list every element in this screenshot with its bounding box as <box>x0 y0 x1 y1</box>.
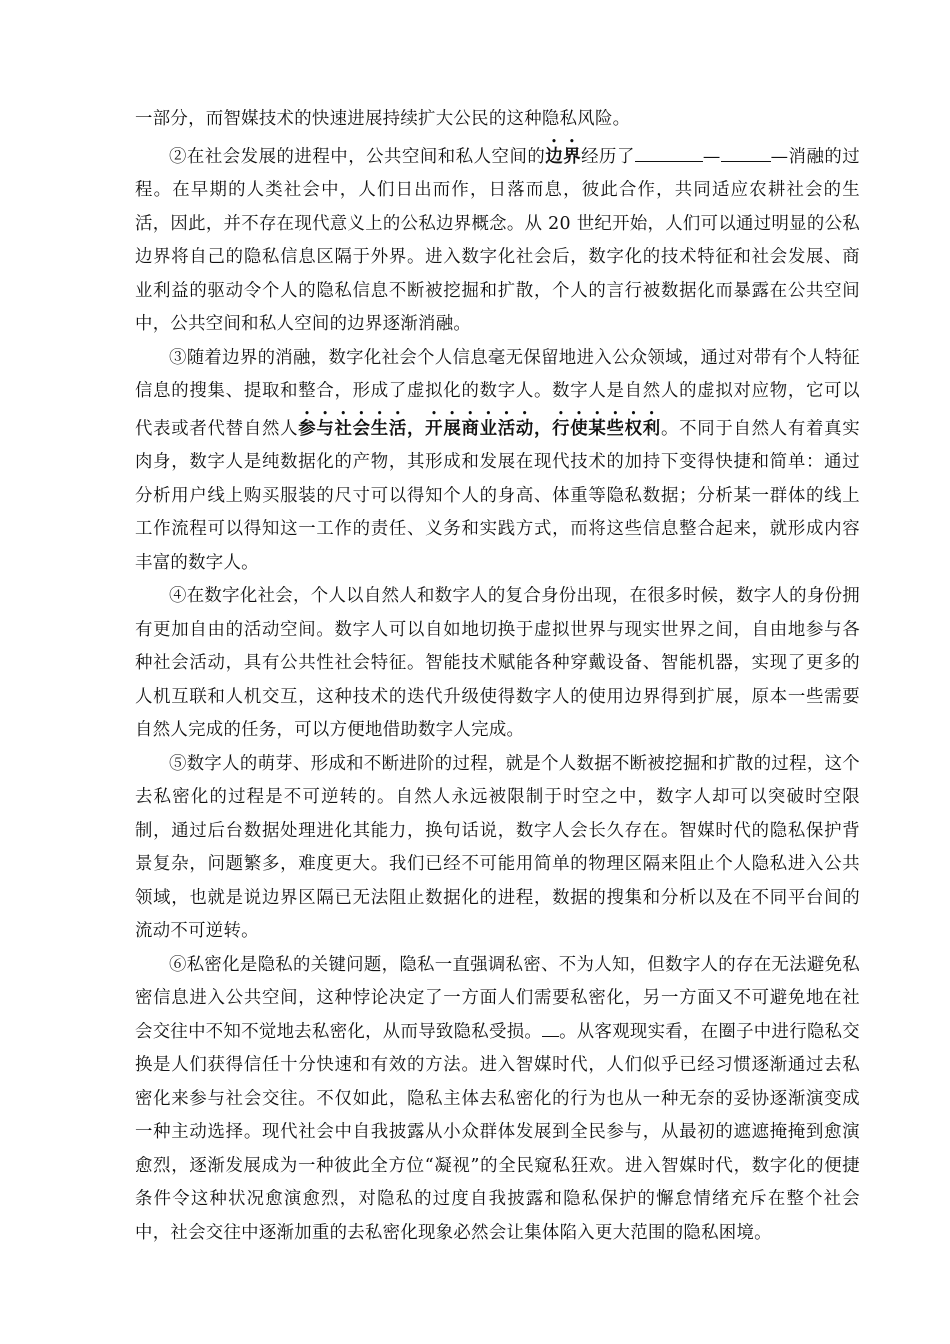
p6-text-b: 。从客观现实看，在圈子中进行隐私交换是人们获得信任十分快速和有效的方法。进入智媒时代，人们似乎已经习惯逐渐通过去私密化来参与社会交往。不仅如此，隐私主体去私密化的行为也从一种无奈的妥协逐渐演变成一种主动选择。现代社会中自我披露从小众群体发展到全民参与，从最初的遮遮掩掩到愈演愈烈，逐渐发展成为一种彼此全方位“凝视”的全民窥私狂欢。进入智媒时代，数字化的便捷条件令这种状况愈演愈烈，对隐私的过度自我披露和隐私保护的懈怠情绪充斥在整个社会中，社会交往中逐渐加重的去私密化现象必然会让集体陷入更大范围的隐私困境。 <box>135 1021 860 1243</box>
p6-text-a: ⑥私密化是隐私的关键问题，隐私一直强调私密、不为人知，但数字人的存在无法避免私密信息进入公共空间，这种悖论决定了一方面人们需要私密化，另一方面又不可避免地在社会交往中不知不觉地去私密化，从而导致隐私受损。 <box>135 954 860 1042</box>
p2-dash: — <box>702 146 721 167</box>
fill-blank-3[interactable] <box>542 1016 559 1037</box>
p3-text-a: ③随着边界的消融，数字化社会个人信息毫无保留地进入公众领域，通过对带有个人特征信息的搜集、提取和整合，形成了虚拟化的数字人。数字人是自然人的虚拟对应物，它可以代表或者代替自然人 <box>135 347 860 439</box>
p2-text-b: 经历了 <box>581 146 635 167</box>
paragraph-6 <box>135 949 860 1251</box>
p2-emphasis: 边界 <box>545 146 582 167</box>
p2-text-c: —消融的过程。在早期的人类社会中，人们日出而作，日落而息，彼此合作，共同适应农耕社会的生活，因此，并不存在现代意义上的公私边界概念。从 20 世纪开始，人们可以通过明显的公私边界将自己的隐私信息区隔于外界。进入数字化社会后，数字化的技术特征和社会发展、商业利益的驱动令个人的隐私信息不断被挖掘和扩散，个人的言行被数据化而暴露在公共空间中，公共空间和私人空间的边界逐渐消融。 <box>135 146 860 334</box>
p2-text-a: ②在社会发展的进程中，公共空间和私人空间的 <box>169 146 546 167</box>
paragraph-4: ④在数字化社会，个人以自然人和数字人的复合身份出现，在很多时候，数字人的身份拥有更加自由的活动空间。数字人可以自如地切换于虚拟世界与现实世界之间，自由地参与各种社会活动，具有公共性社会特征。智能技术赋能各种穿戴设备、智能机器，实现了更多的人机互联和人机交互，这种技术的迭代升级使得数字人的使用边界得到扩展，原本一些需要自然人完成的任务，可以方便地借助数字人完成。 <box>135 586 860 740</box>
paragraph-3 <box>135 342 860 581</box>
p3-emphasis: 参与社会生活，开展商业活动，行使某些权利 <box>298 418 661 439</box>
p3-text-b: 。不同于自然人有着真实肉身，数字人是纯数据化的产物，其形成和发展在现代技术的加持下变得快捷和简单：通过分析用户线上购买服装的尺寸可以得知个人的身高、体重等隐私数据；分析某一群体的线上工作流程可以得知这一工作的责任、义务和实践方式，而将这些信息整合起来，就形成内容丰富的数字人。 <box>135 418 860 573</box>
paragraph-1: 一部分，而智媒技术的快速进展持续扩大公民的这种隐私风险。 <box>135 109 631 129</box>
paragraph-2 <box>135 137 860 342</box>
fill-blank-2[interactable] <box>721 141 771 162</box>
article-body <box>135 103 860 1250</box>
paragraph-5: ⑤数字人的萌芽、形成和不断进阶的过程，就是个人数据不断被挖掘和扩散的过程，这个去私密化的过程是不可逆转的。自然人永远被限制于时空之中，数字人却可以突破时空限制，通过后台数据处理进化其能力，换句话说，数字人会长久存在。智媒时代的隐私保护背景复杂，问题繁多，难度更大。我们已经不可能用简单的物理区隔来阻止个人隐私进入公共领域，也就是说边界区隔已无法阻止数据化的进程，数据的搜集和分析以及在不同平台间的流动不可逆转。 <box>135 753 860 941</box>
fill-blank-1[interactable] <box>635 141 703 162</box>
